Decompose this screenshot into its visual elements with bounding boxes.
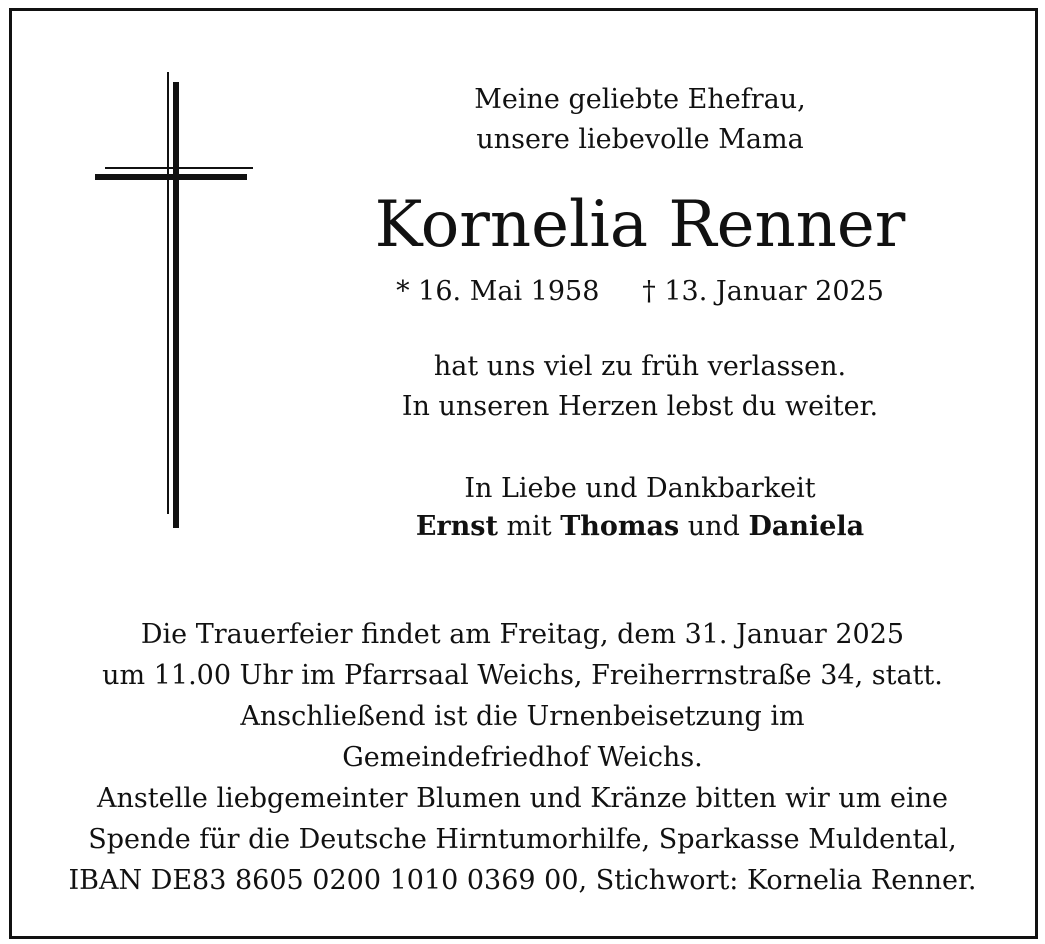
signature-line-1: In Liebe und Dankbarkeit [464,473,816,504]
intro-line-1: Meine geliebte Ehefrau, [474,84,806,115]
details-line: Die Trauerfeier findet am Freitag, dem 31. Januar 2025 [140,619,905,650]
signature-block [340,470,940,546]
mourner-join: und [687,511,740,542]
details-line: Anschließend ist die Urnenbeisetzung im [240,701,805,732]
intro-line-2: unsere liebevolle Mama [476,124,804,155]
details-line: IBAN DE83 8605 0200 1010 0369 00, Stichwort: Kornelia Renner. [68,865,977,896]
cross-icon [95,70,255,530]
mourners-line [340,508,940,546]
death-date: † 13. Januar 2025 [642,276,884,307]
mourner-join: mit [506,511,552,542]
details-line: um 11.00 Uhr im Pfarrsaal Weichs, Freiherrnstraße 34, statt. [102,660,943,691]
mourner-name: Ernst [415,511,498,542]
birth-date: * 16. Mai 1958 [396,276,600,307]
life-dates [340,272,940,312]
deceased-name: Kornelia Renner [374,188,906,262]
details-line: Spende für die Deutsche Hirntumorhilfe, Sparkasse Muldental, [88,824,957,855]
intro-text [360,80,920,160]
details-line: Gemeindefriedhof Weichs. [342,742,703,773]
farewell-message [340,347,940,427]
details-line: Anstelle liebgemeinter Blumen und Kränze bitten wir um eine [97,783,948,814]
message-line-2: In unseren Herzen lebst du weiter. [401,391,879,422]
service-details [30,614,1015,901]
mourner-name: Daniela [748,511,865,542]
mourner-name: Thomas [560,511,680,542]
message-line-1: hat uns viel zu früh verlassen. [433,351,847,382]
